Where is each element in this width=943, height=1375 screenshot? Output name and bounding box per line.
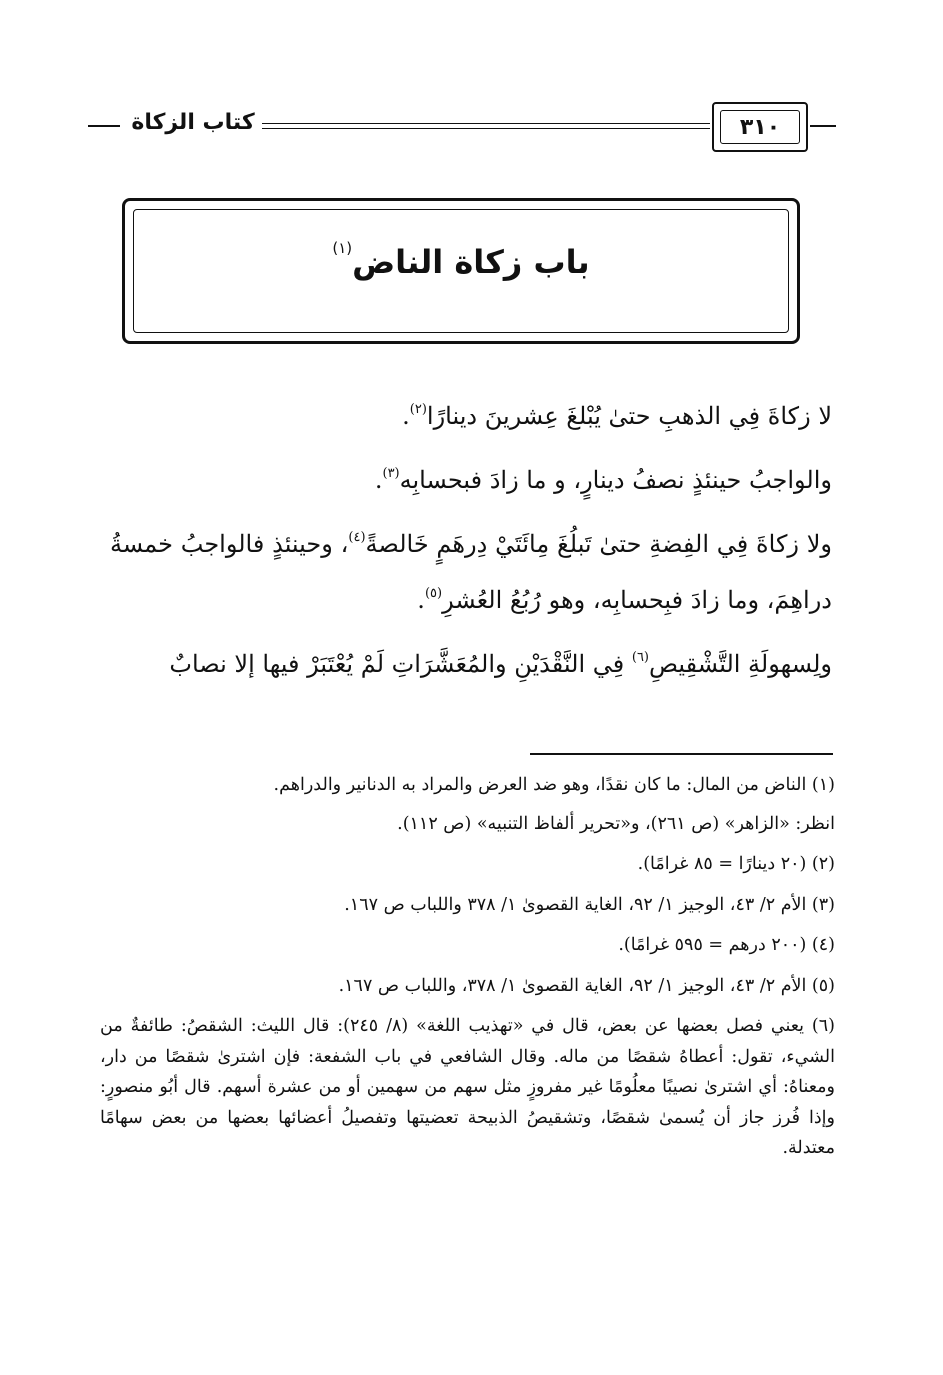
chapter-title [125, 239, 797, 281]
header-rule-right [810, 125, 836, 127]
footnotes [100, 770, 835, 1174]
paragraph-3-text-a: ولا زكاةَ فِي الفِضةِ حتىٰ تَبلُغَ مِائَتَيْ دِرهَمٍ خَالصةً [365, 530, 833, 558]
footnote-5: (٥) الأم ٢/ ٤٣، الوجيز ١/ ٩٢، الغاية القصوىٰ ١/ ٣٧٨، واللباب ص ١٦٧. [338, 975, 835, 996]
paragraph-2 [110, 452, 832, 508]
paragraph-4-text-b: فِي النَّقْدَيْنِ والمُعَشَّرَاتِ لَمْ يُعْتَبَرْ فيها إلا نصابٌ [169, 650, 632, 678]
chapter-title-text: باب زكاة الناض [352, 243, 590, 281]
footnote-ref-6: (٦) [631, 650, 649, 665]
running-header [0, 0, 943, 170]
chapter-footnote-ref: (١) [332, 239, 353, 257]
footnote-6: (٦) يعني فصل بعضها عن بعض، قال في «تهذيب اللغة» (٨/ ٢٤٥): قال الليث: الشقصُ: طائفةٌ من الشيء، تقول: أعطاهُ شقصًا من ماله. وقال الشافعي في باب الشفعة: فإن اشترىٰ شقصًا من دار، ومعناهُ: أي اشترىٰ نصيبًا معلُومًا غير مفروزٍ مثل سهم من سهمين أو من عشرة أسهم. قال أبُو منصورٍ: وإذا فُرز جاز أن يُسمىٰ شقصًا، وتشقيصُ الذبيحة تعضيتها وتفصيلُ أعضائها بعضها من بعض سهامًا معتدلة. [100, 1016, 835, 1158]
paragraph-2-text: والواجبُ حينئذٍ نصفُ دينارٍ، و ما زادَ فبحسابِه [399, 466, 832, 494]
paragraph-4-text-a: ولِسهولَةِ التَّشْقِيصِ [649, 650, 832, 678]
footnote-1: (١) الناض من المال: ما كان نقدًا، وهو ضد العرض والمراد به الدنانير والدراهم. [273, 775, 835, 795]
paragraph-1 [110, 388, 832, 444]
header-rule-left [88, 125, 120, 127]
page-number: ٣١٠ [720, 110, 800, 144]
chapter-title-frame [122, 198, 800, 344]
footnote-3: (٣) الأم ٢/ ٤٣، الوجيز ١/ ٩٢، الغاية القصوىٰ ١/ ٣٧٨ واللباب ص ١٦٧. [344, 894, 835, 915]
page-number-box [712, 102, 808, 152]
paragraph-3-text-b: ، وحينئذٍ فالواجبُ خمسةُ دراهِمَ، وما زادَ فبِحسابِه، وهو رُبُعُ العُشرِ [110, 530, 832, 614]
header-rule-middle-top [262, 123, 710, 124]
paragraph-1-text: لا زكاةَ فِي الذهبِ حتىٰ يُبْلغَ عِشرينَ دينارًا [426, 402, 832, 430]
paragraph-3-tail: . [417, 586, 425, 614]
paragraph-1-tail: . [402, 402, 410, 430]
header-rule-middle-bottom [262, 128, 710, 129]
footnote-2: (٢) (٢٠ دينارًا = ٨٥ غرامًا). [637, 854, 835, 874]
footnote-ref-5: (٥) [424, 586, 443, 601]
footnote-4: (٤) (٢٠٠ درهم = ٥٩٥ غرامًا). [618, 935, 835, 955]
body-text [110, 388, 832, 700]
footnote-ref-2: (٢) [409, 402, 427, 417]
footnote-1-continued: انظر: «الزاهر» (ص ٢٦١)، و«تحرير ألفاظ التنبيه» (ص ١١٢). [397, 813, 835, 834]
paragraph-3 [110, 516, 832, 628]
paragraph-4 [110, 636, 832, 692]
footnote-ref-4: (٤) [348, 530, 366, 545]
footnote-separator [530, 753, 833, 755]
footnote-ref-3: (٣) [382, 466, 400, 481]
paragraph-2-tail: . [374, 466, 383, 494]
running-title: كتاب الزكاة [131, 110, 255, 135]
